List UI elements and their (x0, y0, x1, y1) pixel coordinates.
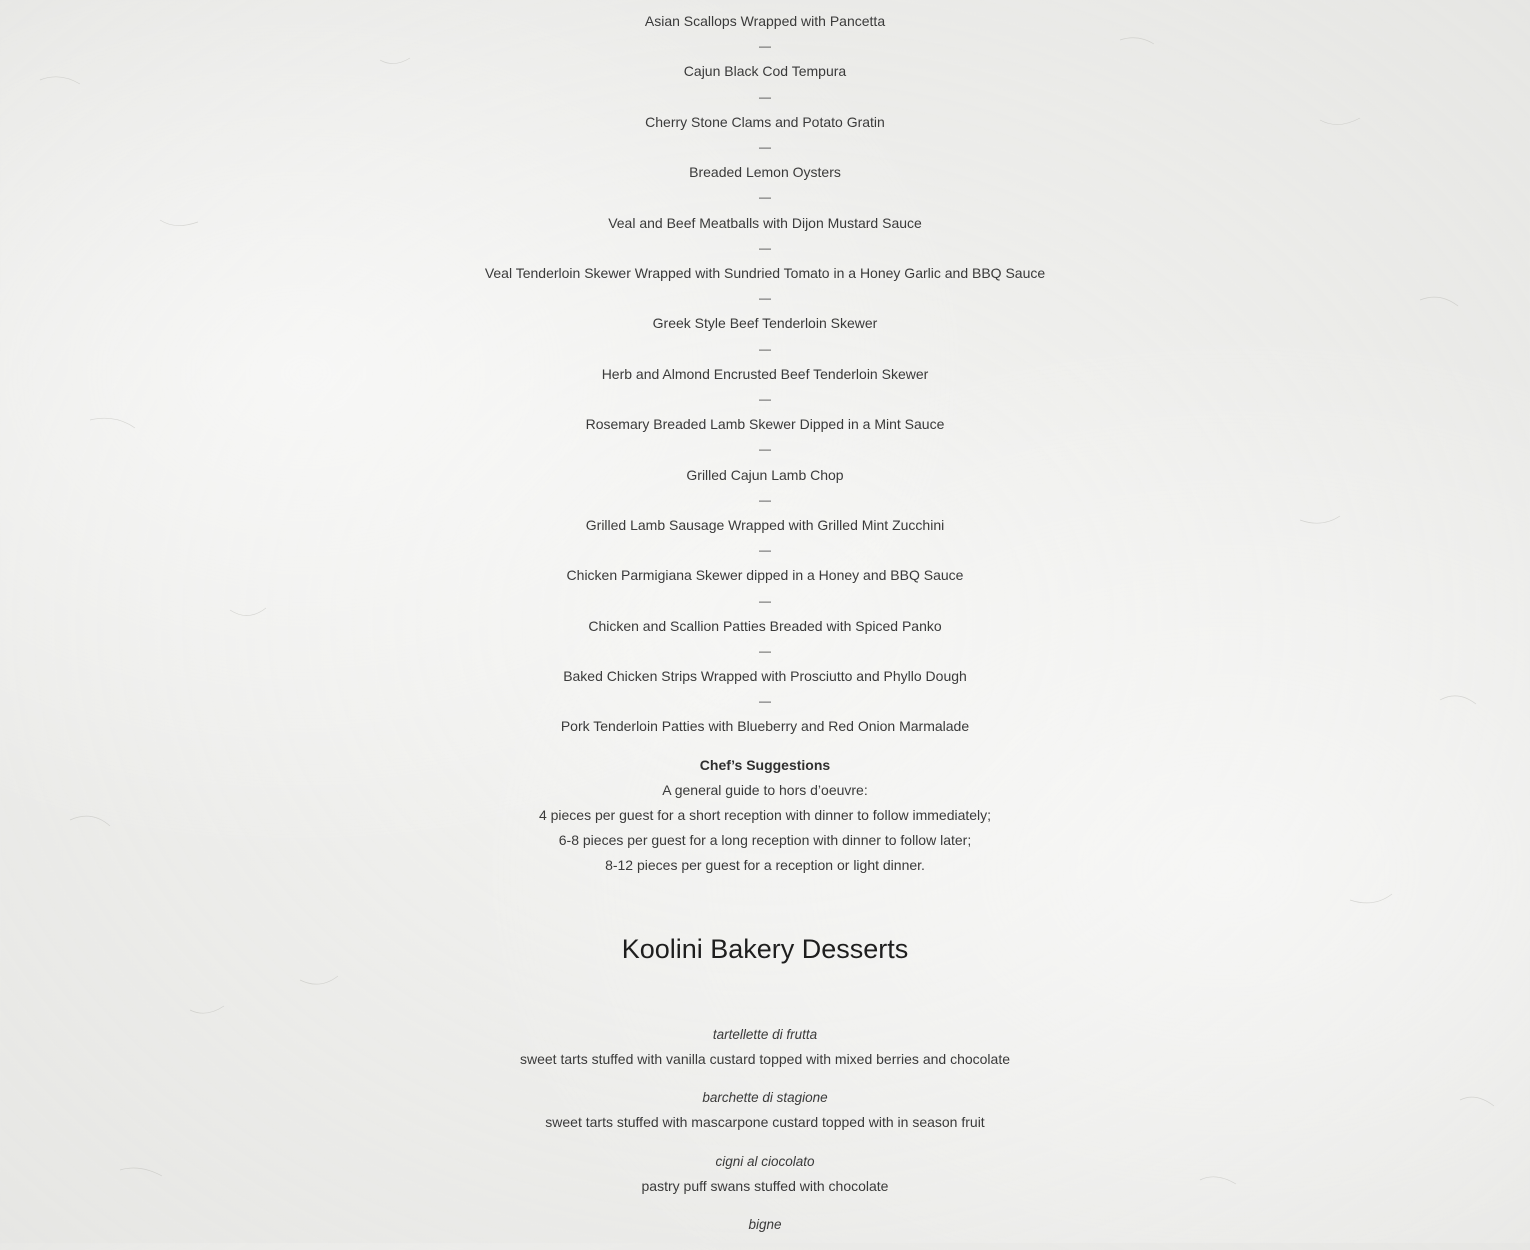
chefs-suggestions (0, 753, 1530, 879)
menu-separator: — (759, 240, 771, 255)
menu-item: Pork Tenderloin Patties with Blueberry and Red Onion Marmalade (560, 718, 970, 735)
menu-item: Chicken and Scallion Patties Breaded with Spiced Panko (588, 617, 942, 634)
menu-item: Chicken Parmigiana Skewer dipped in a Honey and BBQ Sauce (566, 567, 964, 584)
menu-item: Veal Tenderloin Skewer Wrapped with Sundried Tomato in a Honey Garlic and BBQ Sauce (484, 264, 1046, 281)
menu-item: Grilled Cajun Lamb Chop (686, 466, 844, 483)
dessert-item (0, 1149, 1530, 1199)
chefs-suggestion-line: 4 pieces per guest for a short reception with dinner to follow immediately; (538, 807, 992, 824)
dessert-item (0, 1022, 1530, 1072)
menu-item: Breaded Lemon Oysters (689, 164, 841, 181)
menu-separator: — (759, 291, 771, 306)
menu-separator: — (759, 442, 771, 457)
chefs-suggestion-line: 8-12 pieces per guest for a reception or light dinner. (605, 857, 925, 874)
desserts-section-title: Koolini Bakery Desserts (621, 933, 909, 964)
dessert-description: sweet tarts stuffed with vanilla custard topped with mixed berries and chocolate (520, 1050, 1010, 1067)
chefs-suggestion-line: A general guide to hors d’oeuvre: (662, 781, 868, 798)
menu-separator: — (759, 492, 771, 507)
dessert-name: barchette di stagione (702, 1090, 828, 1106)
chefs-suggestion-line: 6-8 pieces per guest for a long reception with dinner to follow later; (558, 832, 972, 849)
menu-item: Cajun Black Cod Tempura (683, 63, 847, 80)
dessert-name: cigni al ciocolato (715, 1153, 815, 1169)
menu-separator: — (759, 543, 771, 558)
menu-item: Greek Style Beef Tenderloin Skewer (652, 315, 878, 332)
menu-separator: — (759, 694, 771, 709)
menu-separator: — (759, 391, 771, 406)
menu-separator: — (759, 341, 771, 356)
chefs-suggestions-title: Chef’s Suggestions (699, 756, 831, 773)
menu-separator: — (759, 593, 771, 608)
menu-separator: — (759, 39, 771, 54)
menu-item: Asian Scallops Wrapped with Pancetta (644, 13, 886, 29)
dessert-description: sweet tarts stuffed with mascarpone custard topped with in season fruit (545, 1114, 985, 1131)
menu-separator: — (759, 139, 771, 154)
menu-item: Baked Chicken Strips Wrapped with Prosciutto and Phyllo Dough (563, 668, 967, 685)
dessert-name: tartellette di frutta (712, 1026, 818, 1042)
dessert-description: pastry puff swans stuffed with chocolate (641, 1177, 889, 1194)
menu-separator: — (759, 89, 771, 104)
dessert-item (0, 1212, 1530, 1237)
dessert-name: bigne (748, 1216, 782, 1232)
menu-item: Cherry Stone Clams and Potato Gratin (645, 113, 885, 130)
menu-item: Herb and Almond Encrusted Beef Tenderloin Skewer (601, 365, 929, 382)
dessert-item (0, 1085, 1530, 1135)
menu-item: Rosemary Breaded Lamb Skewer Dipped in a Mint Sauce (585, 416, 945, 433)
menu-item: Grilled Lamb Sausage Wrapped with Grilled Mint Zucchini (585, 516, 945, 533)
desserts-list (0, 1022, 1530, 1237)
menu-item: Veal and Beef Meatballs with Dijon Mustard Sauce (608, 214, 922, 231)
menu-separator: — (759, 643, 771, 658)
menu-separator: — (759, 190, 771, 205)
